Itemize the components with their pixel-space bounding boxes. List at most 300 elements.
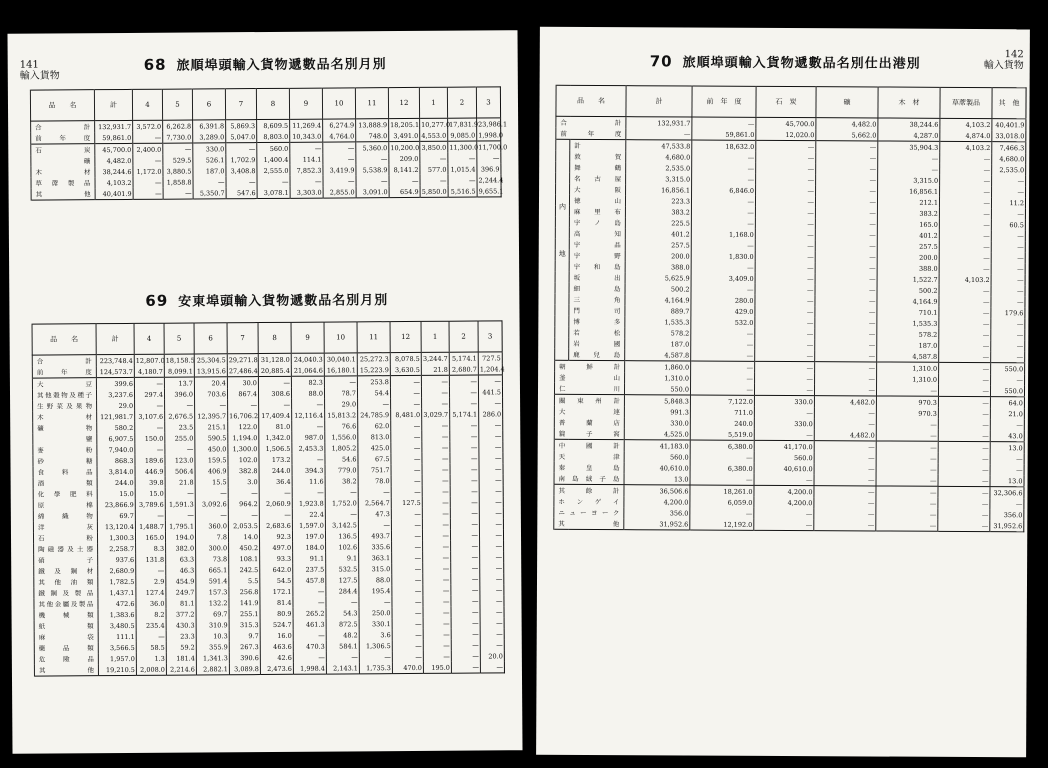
cell: 7.8 (195, 531, 228, 542)
cell: 1,310.0 (877, 362, 939, 374)
cell: 60.5 (991, 219, 1025, 230)
cell: — (420, 175, 448, 186)
cell: 33,018.0 (992, 130, 1026, 142)
cell: 29.0 (325, 398, 358, 409)
cell: — (991, 374, 1025, 385)
cell: 15.0 (135, 488, 165, 499)
row-label: 其他穀物及種子 (32, 389, 96, 400)
cell: 382.0 (166, 542, 196, 553)
cell: — (938, 486, 990, 498)
cell: 3,289.0 (193, 131, 226, 143)
cell: — (814, 519, 876, 531)
cell: 500.2 (625, 283, 691, 294)
cell: — (136, 631, 166, 642)
cell: 8,078.5 (390, 352, 421, 364)
cell: 547.6 (226, 187, 257, 199)
cell: 2,683.6 (259, 520, 292, 531)
cell: — (449, 375, 478, 387)
cell: — (391, 398, 422, 409)
cell: — (991, 285, 1025, 296)
cell: 12,192.0 (690, 519, 754, 531)
cell: 1,830.0 (691, 251, 755, 262)
cell: 42.6 (260, 652, 293, 663)
cell: — (814, 463, 876, 474)
cell: 8,481.0 (391, 409, 422, 420)
cell: — (450, 486, 479, 497)
cell: 59.2 (166, 641, 196, 652)
cell: — (480, 639, 504, 650)
column-header: 12 (390, 321, 421, 352)
cell: — (876, 384, 938, 396)
cell: — (359, 596, 392, 607)
cell: — (478, 375, 502, 387)
cell: 3,315.0 (878, 174, 940, 185)
cell: 1,488.7 (135, 521, 165, 532)
cell: 529.5 (163, 154, 193, 165)
row-label: 機 械 類 (34, 609, 98, 620)
row-label: 細 島 (569, 283, 625, 294)
cell: 5,662.0 (816, 129, 878, 141)
cell: — (938, 385, 990, 397)
cell: 3,630.5 (390, 364, 421, 376)
cell: — (477, 152, 501, 163)
cell: 9,085.0 (448, 130, 477, 142)
cell: 1,923.8 (292, 498, 325, 509)
cell: 429.0 (691, 306, 755, 317)
cell: 2,535.0 (992, 164, 1026, 175)
cell: — (356, 153, 389, 164)
cell: — (392, 629, 423, 640)
cell: — (421, 375, 449, 387)
cell: — (755, 240, 815, 251)
cell: — (423, 574, 451, 585)
row-label: 木 材 (31, 166, 95, 177)
cell: 526.1 (193, 154, 226, 165)
cell: 4,553.0 (420, 130, 448, 142)
cell: — (423, 629, 451, 640)
cell: — (876, 452, 938, 463)
cell: — (938, 441, 990, 453)
cell: 250.0 (359, 607, 392, 618)
cell: 39.8 (135, 477, 165, 488)
cell: — (939, 230, 991, 241)
cell: 9,655.1 (477, 185, 501, 197)
cell: 970.3 (876, 396, 938, 408)
cell: — (691, 218, 755, 229)
cell: — (691, 240, 755, 251)
cell: — (391, 519, 422, 530)
row-label: 鐵及鋼材 (34, 565, 98, 576)
cell: 1,702.9 (226, 154, 257, 165)
column-header: 木 材 (878, 87, 940, 118)
cell: — (359, 651, 392, 662)
row-label: 前 年 度 (32, 366, 96, 378)
cell: 12,020.0 (756, 129, 816, 141)
cell: — (257, 176, 290, 187)
cell: 123.0 (165, 454, 195, 465)
cell: 24,785.9 (358, 409, 391, 420)
cell: 4,103.2 (940, 141, 992, 153)
cell: — (755, 306, 815, 317)
cell: — (292, 421, 325, 432)
cell: 2,143.1 (326, 662, 359, 674)
cell: — (451, 552, 480, 563)
cell: — (292, 454, 325, 465)
cell: 3,092.6 (195, 498, 228, 509)
cell: 265.2 (293, 608, 326, 619)
cell: 382.8 (228, 465, 259, 476)
cell: 76.6 (325, 420, 358, 431)
row-label: 原 棉 (33, 499, 97, 510)
cell: — (228, 399, 259, 410)
cell: 255.1 (229, 608, 260, 619)
cell: 3,409.0 (691, 273, 755, 284)
cell: 4,103.2 (939, 274, 991, 285)
cell: — (876, 418, 938, 429)
cell: — (754, 407, 814, 418)
cell: 11.6 (292, 476, 325, 487)
cell: 54.5 (260, 575, 293, 586)
cell: 1,300.3 (97, 532, 135, 543)
cell: — (293, 597, 326, 608)
cell: — (451, 662, 480, 674)
cell: 197.0 (292, 531, 325, 542)
cell: 10.3 (196, 630, 229, 641)
column-header: 其 他 (992, 88, 1026, 119)
cell: 867.4 (227, 388, 258, 399)
cell: 136.5 (325, 530, 358, 541)
cell: — (939, 285, 991, 296)
cell: 356.0 (990, 509, 1024, 520)
cell: — (814, 384, 876, 396)
cell: 244.0 (259, 465, 292, 476)
cell: 150.0 (135, 433, 165, 444)
cell: — (991, 296, 1025, 307)
cell: — (480, 540, 504, 551)
cell: 93.3 (260, 553, 293, 564)
cell: 10,200.0 (389, 141, 420, 153)
column-header: 6 (192, 89, 225, 120)
cell: — (991, 318, 1025, 329)
cell: — (479, 463, 503, 474)
cell: — (450, 519, 479, 530)
cell: 23.3 (166, 630, 196, 641)
row-label: 其 他 (554, 518, 624, 530)
cell: — (690, 474, 754, 486)
cell: — (450, 497, 479, 508)
column-header: 2 (449, 321, 478, 352)
cell: — (815, 339, 877, 350)
cell: 3,315.0 (626, 173, 692, 184)
cell: — (480, 617, 504, 628)
cell: 13,915.6 (194, 365, 227, 377)
cell: — (939, 241, 991, 252)
cell: 3,480.5 (98, 620, 136, 631)
cell: — (939, 307, 991, 318)
cell: 1,998.0 (477, 129, 501, 141)
table-70 (553, 85, 1026, 532)
cell: 7,940.0 (97, 444, 135, 455)
cell: — (135, 510, 165, 521)
cell: — (451, 596, 480, 607)
cell: — (422, 442, 450, 453)
row-label: 坂 出 (569, 272, 625, 283)
cell: 45,700.0 (756, 117, 816, 129)
cell: 3,566.5 (98, 642, 136, 653)
cell: 1,998.4 (293, 663, 326, 675)
cell: 7,730.0 (163, 131, 193, 143)
cell: 1.3 (136, 653, 166, 664)
cell: 8,099.1 (164, 365, 194, 377)
cell: — (391, 431, 422, 442)
cell: 62.0 (358, 420, 391, 431)
row-label: 藥 品 類 (34, 642, 98, 653)
cell: 813.0 (358, 431, 391, 442)
cell: 1,194.0 (228, 432, 259, 443)
cell: 47,533.8 (626, 140, 692, 152)
cell: 461.3 (293, 619, 326, 630)
cell: — (451, 607, 480, 618)
cell: 4,287.0 (878, 129, 940, 141)
cell: — (392, 585, 423, 596)
cell: 40,401.9 (992, 119, 1026, 131)
cell: 27,486.4 (227, 365, 258, 377)
cell: 31,952.6 (624, 518, 690, 530)
cell: — (815, 350, 877, 362)
cell: 4,200.0 (754, 497, 814, 508)
cell: — (165, 399, 195, 410)
row-label: 生野菜及果物 (33, 400, 97, 411)
cell: 127.4 (136, 587, 166, 598)
cell: — (325, 508, 358, 519)
cell: — (939, 208, 991, 219)
cell: 256.8 (229, 586, 260, 597)
cell: — (392, 574, 423, 585)
cell: 172.1 (260, 586, 293, 597)
cell: — (940, 186, 992, 197)
cell: 88.0 (291, 388, 324, 399)
cell: — (323, 142, 356, 154)
cell: 244.0 (97, 477, 135, 488)
cell: 457.8 (293, 575, 326, 586)
cell: — (939, 252, 991, 263)
cell: — (326, 651, 359, 662)
cell: 4,180.7 (134, 366, 164, 378)
column-header: 石 炭 (756, 86, 816, 117)
cell: 257.5 (877, 240, 939, 251)
cell: — (358, 398, 391, 409)
cell: 242.5 (229, 564, 260, 575)
row-label: 礦 (31, 155, 95, 166)
cell: 3.0 (228, 476, 259, 487)
cell: — (814, 497, 876, 508)
cell: 20,885.4 (258, 365, 291, 377)
cell: 987.0 (292, 432, 325, 443)
cell: — (135, 400, 165, 411)
cell: — (755, 328, 815, 339)
cell: 286.0 (479, 408, 503, 419)
column-header: 礦 (816, 87, 878, 118)
cell: — (754, 429, 814, 441)
column-header: 計 (96, 323, 134, 354)
cell: 59,861.0 (692, 129, 756, 141)
column-header: 8 (258, 322, 291, 353)
cell: 751.7 (358, 464, 391, 475)
cell: — (451, 640, 480, 651)
cell: 2,473.6 (260, 663, 293, 675)
cell: — (991, 230, 1025, 241)
cell: — (939, 219, 991, 230)
row-label: 仁 川 (554, 383, 624, 395)
cell: — (479, 529, 503, 540)
cell: 187.0 (193, 165, 226, 176)
column-header: 4 (132, 89, 162, 120)
cell: — (691, 207, 755, 218)
cell: — (450, 475, 479, 486)
row-label: 若 松 (569, 327, 625, 338)
row-label: 中 國 計 (554, 439, 624, 451)
cell: — (292, 487, 325, 498)
cell: 297.4 (134, 389, 164, 400)
cell: — (423, 541, 451, 552)
row-label: 三 角 (569, 294, 625, 305)
row-label: ニューヨーク (554, 507, 624, 518)
cell: 779.0 (325, 464, 358, 475)
cell: — (815, 207, 877, 218)
cell: 4,874.0 (940, 130, 992, 142)
cell: — (756, 152, 816, 163)
cell: — (876, 486, 938, 498)
cell: 560.0 (754, 452, 814, 463)
cell: — (323, 175, 356, 186)
cell: — (390, 375, 421, 387)
cell: — (816, 152, 878, 163)
cell: 3,142.5 (325, 519, 358, 530)
cell: — (479, 496, 503, 507)
cell: 1,957.0 (98, 653, 136, 664)
cell: 441.5 (478, 386, 502, 397)
cell: — (392, 563, 423, 574)
group-label-domestic (555, 139, 570, 360)
cell: 6,262.8 (163, 120, 193, 132)
cell: 69.7 (196, 608, 229, 619)
cell: — (816, 141, 878, 153)
cell: 40,610.0 (624, 462, 690, 473)
cell: 8,609.5 (257, 119, 290, 131)
cell: — (939, 351, 991, 363)
column-header: 11 (355, 88, 388, 119)
cell: — (815, 262, 877, 273)
cell: 2,060.9 (259, 498, 292, 509)
row-label: 石 炭 (31, 144, 95, 156)
cell: — (878, 163, 940, 174)
cell: — (938, 419, 990, 430)
cell: — (391, 475, 422, 486)
cell: 330.0 (754, 418, 814, 429)
cell: 11,300.0 (449, 143, 479, 152)
cell: — (323, 153, 356, 164)
cell: 15.0 (97, 488, 135, 499)
cell: 23,866.9 (97, 499, 135, 510)
cell: 4,103.2 (95, 177, 133, 188)
cell: 355.9 (196, 641, 229, 652)
cell: — (451, 574, 480, 585)
cell: 31,128.0 (258, 353, 291, 365)
cell: 22.4 (292, 509, 325, 520)
cell: — (938, 408, 990, 419)
cell: 4,103.2 (940, 118, 992, 130)
cell: — (165, 443, 195, 454)
cell: 23.5 (165, 421, 195, 432)
row-label: 鹿兒島 (569, 349, 625, 361)
cell: 5,625.9 (625, 272, 691, 283)
cell: — (391, 453, 422, 464)
table-69 (32, 320, 505, 676)
cell: 81.4 (260, 597, 293, 608)
cell: 18,261.0 (690, 485, 754, 497)
cell: 532.0 (691, 317, 755, 328)
cell: 1,400.4 (257, 154, 290, 165)
cell: 470.3 (293, 641, 326, 652)
column-header: 3 (478, 321, 502, 352)
cell: — (690, 384, 754, 396)
cell: — (479, 430, 503, 441)
row-label: 草 蓆 製 品 (31, 177, 95, 188)
row-label: 宇 品 (569, 239, 625, 250)
cell: 157.3 (196, 586, 229, 597)
cell: 225.5 (625, 217, 691, 228)
cell: 3,419.9 (323, 164, 356, 175)
cell: — (814, 452, 876, 463)
cell: — (480, 573, 504, 584)
cell: 330.0 (624, 417, 690, 428)
cell: 2,882.1 (196, 663, 229, 675)
cell: 11,700.0 (478, 142, 508, 152)
cell: — (450, 431, 479, 442)
row-label: 其 餘 計 (554, 484, 624, 496)
cell: — (939, 340, 991, 351)
cell: 6,907.5 (97, 433, 135, 444)
cell: 1,015.4 (448, 164, 477, 175)
cell: 872.5 (326, 618, 359, 629)
cell: 30.0 (227, 377, 258, 389)
cell: — (815, 196, 877, 207)
row-label: 計 (570, 139, 626, 151)
cell: 25,304.5 (194, 354, 227, 366)
cell: 132.2 (196, 597, 229, 608)
cell: — (815, 229, 877, 240)
cell: — (940, 153, 992, 164)
cell: 2,244.4 (478, 175, 504, 185)
cell: — (479, 452, 503, 463)
cell: 12,395.7 (195, 410, 228, 421)
cell: — (755, 284, 815, 295)
row-label: 前 年 度 (31, 132, 95, 144)
cell: — (391, 420, 422, 431)
column-header: 品 名 (556, 85, 626, 116)
cell: — (480, 606, 504, 617)
cell: — (690, 452, 754, 463)
cell: 493.7 (358, 530, 391, 541)
cell: 7,122.0 (690, 395, 754, 407)
cell: — (815, 328, 877, 339)
cell: — (193, 176, 226, 187)
row-label: 酒 類 (33, 477, 97, 488)
cell: — (479, 419, 503, 430)
cell: — (135, 444, 165, 455)
column-header: 5 (164, 323, 194, 354)
cell: — (692, 163, 756, 174)
